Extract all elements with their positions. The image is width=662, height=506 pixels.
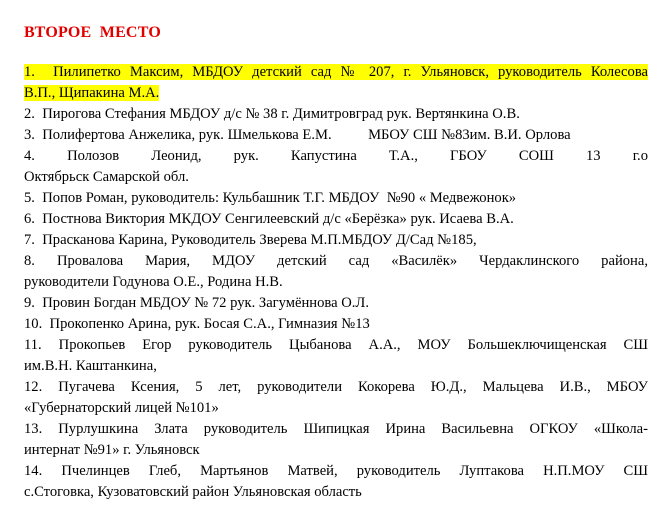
list-item-number: 5. — [24, 190, 35, 206]
list-item-number: 6. — [24, 211, 35, 227]
list-item-number: 1. — [24, 64, 35, 80]
list-item-line — [24, 230, 648, 251]
list-item-number: 11. — [24, 337, 42, 353]
list-item-text: Провалова Мария, МДОУ детский сад «Василёк» Чердаклинского района, — [56, 253, 648, 269]
list-item-text: Пчелинцев Глеб, Мартьянов Матвей, руководитель Луптакова Н.П.МОУ СШ — [61, 463, 648, 479]
list-item-14 — [24, 461, 648, 503]
list-item-number: 10. — [24, 316, 43, 332]
list-item-text: Провин Богдан МБДОУ № 72 рук. Загумённова О.Л. — [42, 295, 369, 311]
list-item-5 — [24, 188, 648, 209]
list-item-text: Попов Роман, руководитель: Кульбашник Т.Г. МБДОУ №90 « Медвежонок» — [42, 190, 517, 206]
highlighted-text: В.П., Щипакина М.А. — [24, 85, 160, 101]
list-item-number: 4. — [24, 148, 35, 164]
list-item-10 — [24, 314, 648, 335]
list-item-number: 13. — [24, 421, 43, 437]
list-item-line-continuation: Октябрьск Самарской обл. — [24, 169, 189, 185]
list-item-13 — [24, 419, 648, 461]
section-heading: ВТОРОЕ МЕСТО — [24, 24, 161, 41]
list-item-number: 9. — [24, 295, 35, 311]
list-item-9 — [24, 293, 648, 314]
list-item-number: 2. — [24, 106, 35, 122]
list-item-number: 8. — [24, 253, 35, 269]
list-item-12 — [24, 377, 648, 419]
highlighted-text — [24, 64, 648, 80]
list-item-text: Пирогова Стефания МБДОУ д/с № 38 г. Димитровград рук. Вертянкина О.В. — [42, 106, 520, 122]
list-item-line — [24, 62, 648, 83]
list-item-line — [24, 125, 648, 146]
list-item-line — [24, 335, 648, 356]
list-item-line-continuation: «Губернаторский лицей №101» — [24, 400, 219, 416]
list-item-line-continuation: им.В.Н. Каштанкина, — [24, 358, 157, 374]
list-item-text: Постнова Виктория МКДОУ Сенгилеевский д/с «Берёзка» рук. Исаева В.А. — [42, 211, 514, 227]
list-item-number: 3. — [24, 127, 35, 143]
list-item-text: Прокопенко Арина, рук. Босая С.А., Гимназия №13 — [49, 316, 370, 332]
list-item-number: 12. — [24, 379, 43, 395]
list-item-text: Пугачева Ксения, 5 лет, руководители Кокорева Ю.Д., Мальцева И.В., МБОУ — [58, 379, 648, 395]
list-item-line — [24, 104, 648, 125]
list-item-1 — [24, 62, 648, 104]
list-item-line-continuation — [24, 83, 648, 104]
list-item-line — [24, 419, 648, 440]
list-item-line — [24, 146, 648, 167]
list-item-text: Пурлушкина Злата руководитель Шипицкая Ирина Васильевна ОГКОУ «Школа- — [58, 421, 648, 437]
list-item-line — [24, 461, 648, 482]
list-item-line — [24, 188, 648, 209]
list-item-11 — [24, 335, 648, 377]
participants-list — [24, 62, 648, 503]
list-item-7 — [24, 230, 648, 251]
list-item-line — [24, 209, 648, 230]
list-item-text: Полифертова Анжелика, рук. Шмелькова Е.М. МБОУ СШ №83им. В.И. Орлова — [42, 127, 571, 143]
list-item-line-continuation: интернат №91» г. Ульяновск — [24, 442, 200, 458]
list-item-3 — [24, 125, 648, 146]
list-item-8 — [24, 251, 648, 293]
list-item-text: Прокопьев Егор руководитель Цыбанова А.А., МОУ Большеключищенская СШ — [58, 337, 648, 353]
list-item-text: Пилипетко Максим, МБДОУ детский сад № 207, г. Ульяновск, руководитель Колесова — [53, 64, 648, 80]
list-item-number: 14. — [24, 463, 43, 479]
list-item-6 — [24, 209, 648, 230]
list-item-line — [24, 251, 648, 272]
list-item-line — [24, 314, 648, 335]
list-item-number: 7. — [24, 232, 35, 248]
list-item-line-continuation: с.Стоговка, Кузоватовский район Ульяновская область — [24, 484, 362, 500]
list-item-line-continuation: руководители Годунова О.Е., Родина Н.В. — [24, 274, 283, 290]
list-item-text: Прасканова Карина, Руководитель Зверева М.П.МБДОУ Д/Сад №185, — [42, 232, 477, 248]
list-item-line — [24, 377, 648, 398]
list-item-text: Полозов Леонид, рук. Капустина Т.А., ГБОУ СОШ 13 г.о — [67, 148, 648, 164]
list-item-4 — [24, 146, 648, 188]
list-item-line — [24, 293, 648, 314]
list-item-2 — [24, 104, 648, 125]
